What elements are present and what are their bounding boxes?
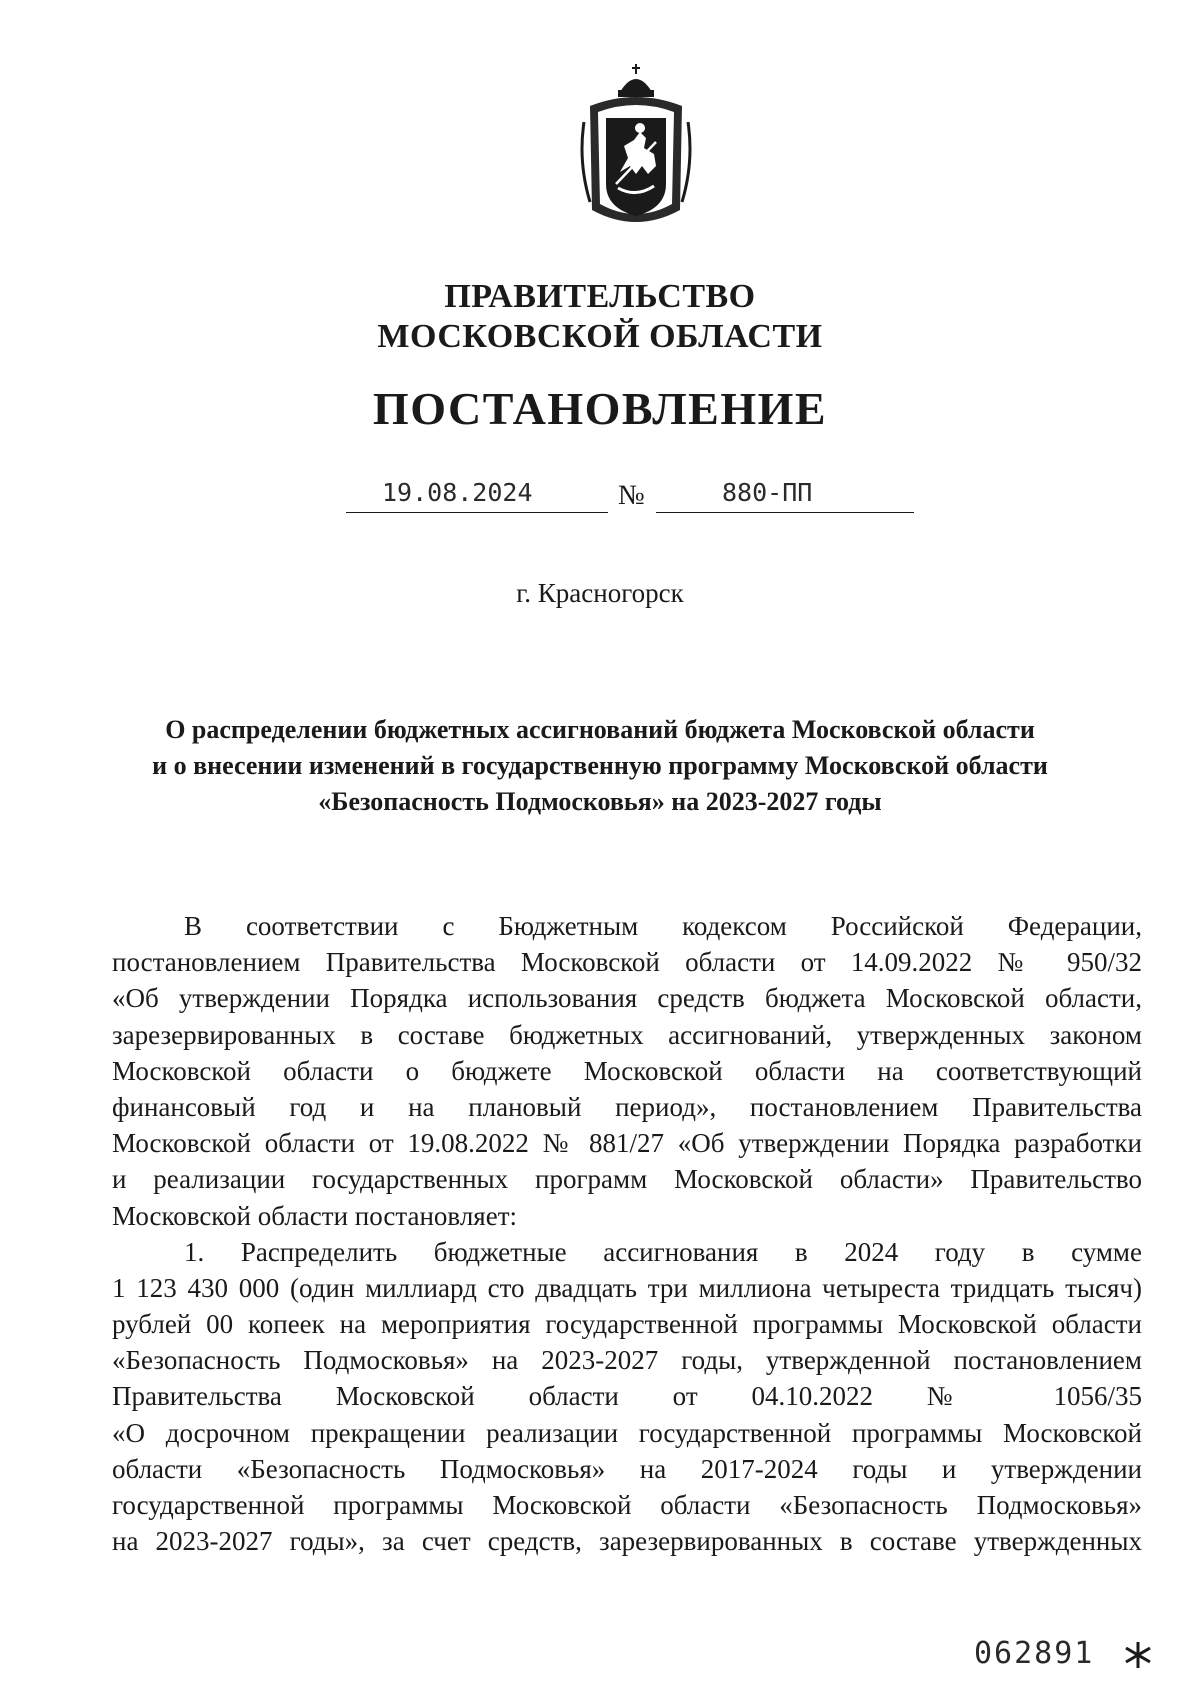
body-line: зарезервированных в составе бюджетных ассигнований, утвержденных законом bbox=[112, 1019, 1142, 1050]
asterisk-mark-icon bbox=[1123, 1640, 1153, 1670]
body-line: «Об утверждении Порядка использования средств бюджета Московской области, bbox=[112, 983, 1142, 1014]
document-number-field bbox=[656, 478, 914, 513]
body-line: государственной программы Московской области «Безопасность Подмосковья» bbox=[112, 1490, 1142, 1520]
body-line: Правительства Московской области от 04.10.2022 № 1056/35 bbox=[112, 1381, 1142, 1412]
body-line: 1 123 430 000 (один миллиард сто двадцать три миллиона четыреста тридцать тысяч) bbox=[112, 1272, 1142, 1303]
document-date: 19.08.2024 bbox=[382, 478, 533, 507]
body-line: Московской области постановляет: bbox=[112, 1200, 517, 1231]
body-line: области «Безопасность Подмосковья» на 2017-2024 годы и утверждении bbox=[112, 1453, 1142, 1484]
body-line: финансовый год и на плановый период», постановлением Правительства bbox=[112, 1091, 1142, 1122]
body-line: рублей 00 копеек на мероприятия государственной программы Московской области bbox=[112, 1309, 1142, 1340]
body-line: Московской области от 19.08.2022 № 881/27 «Об утверждении Порядка разработки bbox=[112, 1128, 1142, 1159]
body-line: и реализации государственных программ Московской области» Правительство bbox=[112, 1164, 1142, 1195]
body-line: Московской области о бюджете Московской области на соответствующий bbox=[112, 1055, 1142, 1086]
number-sign: № bbox=[618, 480, 645, 511]
document-body bbox=[112, 908, 1142, 1559]
document-subject bbox=[100, 712, 1100, 820]
date-number-row bbox=[0, 478, 1200, 518]
document-number: 880-ПП bbox=[722, 478, 813, 507]
body-line: «О досрочном прекращении реализации государственной программы Московской bbox=[112, 1417, 1142, 1448]
body-line: на 2023-2027 годы», за счет средств, зарезервированных в составе утвержденных bbox=[112, 1526, 1142, 1557]
document-date-field bbox=[346, 478, 608, 513]
moscow-region-coat-of-arms-icon bbox=[576, 62, 696, 230]
city-of-issue: г. Красногорск bbox=[516, 578, 684, 608]
body-line: 1. Распределить бюджетные ассигнования в 2024 году в сумме bbox=[184, 1236, 1142, 1267]
subject-line: «Безопасность Подмосковья» на 2023-2027 годы bbox=[318, 787, 882, 816]
government-name-line2: МОСКОВСКОЙ ОБЛАСТИ bbox=[377, 318, 823, 355]
body-line: В соответствии с Бюджетным кодексом Российской Федерации, bbox=[184, 911, 1142, 941]
body-line: постановлением Правительства Московской области от 14.09.2022 № 950/32 bbox=[112, 947, 1142, 978]
government-name-line1: ПРАВИТЕЛЬСТВО bbox=[444, 278, 756, 315]
document-serial-code: 062891 bbox=[974, 1636, 1095, 1671]
subject-line: и о внесении изменений в государственную программу Московской области bbox=[152, 751, 1048, 780]
subject-line: О распределении бюджетных ассигнований бюджета Московской области bbox=[165, 715, 1035, 744]
body-line: «Безопасность Подмосковья» на 2023-2027 годы, утвержденной постановлением bbox=[112, 1345, 1142, 1376]
document-type-title: ПОСТАНОВЛЕНИЕ bbox=[372, 383, 828, 434]
